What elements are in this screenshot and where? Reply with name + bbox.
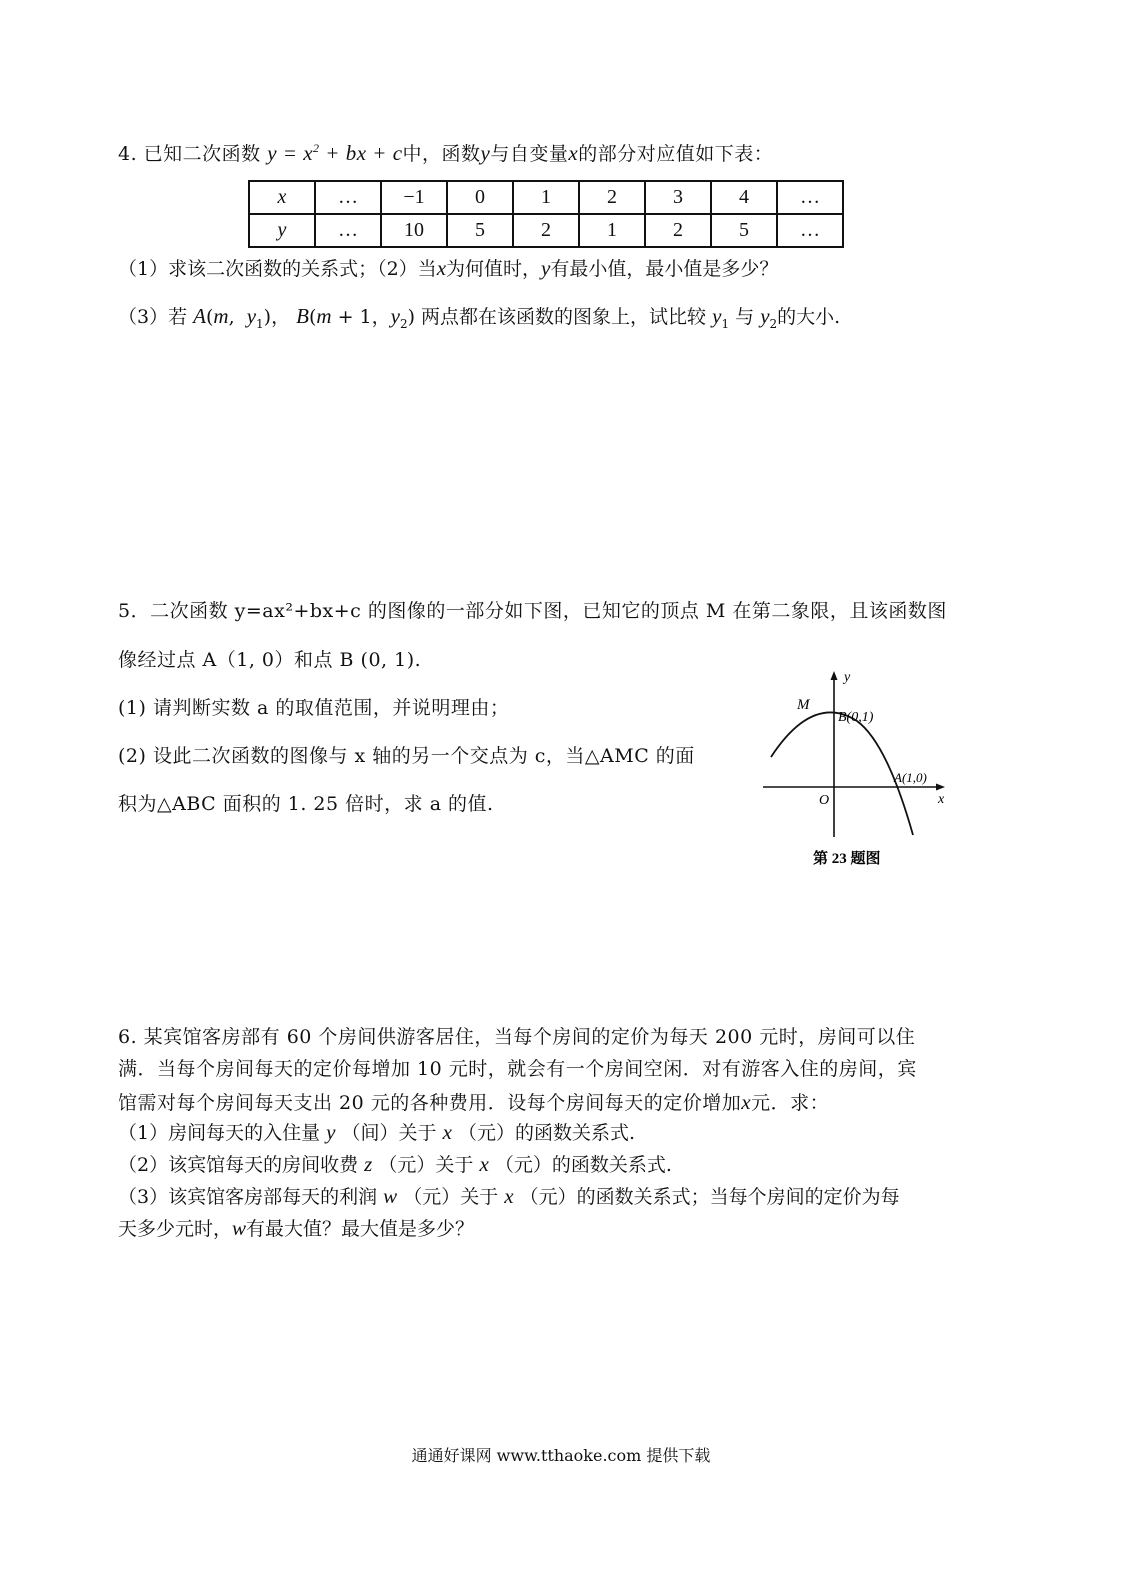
q6-p2-var-x: x bbox=[479, 1152, 489, 1176]
q6-part3-cont bbox=[118, 1218, 474, 1239]
table-cell: 5 bbox=[711, 214, 777, 247]
footer-source: 通通好课网 www.tthaoke.com 提供下载 bbox=[411, 1446, 711, 1465]
q4-intro-tail: 与自变量 bbox=[490, 143, 569, 165]
table-cell: 4 bbox=[711, 181, 777, 214]
q4-intro bbox=[118, 142, 773, 164]
table-cell: 5 bbox=[447, 214, 513, 247]
table-cell: … bbox=[777, 181, 843, 214]
q4-part3-end: 的大小. bbox=[777, 306, 841, 328]
table-cell: 2 bbox=[579, 181, 645, 214]
q4-y1: y bbox=[712, 304, 722, 328]
q4-var-y: y bbox=[480, 141, 491, 165]
q4-intro-end: 的部分对应值如下表： bbox=[578, 143, 774, 165]
q6-p3d: 天多少元时， bbox=[118, 1218, 233, 1240]
q4-part1-var-y: y bbox=[541, 256, 551, 280]
q6-p2-var-z: z bbox=[364, 1152, 373, 1176]
table-cell: 10 bbox=[381, 214, 447, 247]
q5-line1: 5．二次函数 y=ax²+bx+c 的图像的一部分如下图，已知它的顶点 M 在第二象限，且该函数图 bbox=[118, 600, 947, 622]
table-cell: 2 bbox=[513, 214, 579, 247]
q6-p3e: 有最大值？最大值是多少？ bbox=[246, 1218, 475, 1240]
q6-var-x: x bbox=[741, 1090, 752, 1114]
q6-p2c: （元）的函数关系式. bbox=[494, 1154, 672, 1176]
q4-part1b: 为何值时， bbox=[446, 258, 542, 280]
q5-parabola-figure bbox=[755, 665, 965, 875]
q4-part3-and: 与 bbox=[735, 306, 755, 328]
table-cell: 3 bbox=[645, 181, 711, 214]
q4-intro-post: 中，函数 bbox=[402, 143, 481, 165]
q4-var-x: x bbox=[568, 141, 579, 165]
q6-line2: 满．当每个房间每天的定价每增加 10 元时，就会有一个房间空闲．对有游客入住的房间，宾 bbox=[118, 1058, 917, 1080]
table-cell: x bbox=[249, 181, 315, 214]
table-row-y bbox=[249, 214, 843, 247]
q6-part3 bbox=[118, 1186, 900, 1207]
q5-line5: 积为△ABC 面积的 1. 25 倍时，求 a 的值. bbox=[118, 793, 494, 815]
label-m: M bbox=[797, 697, 810, 713]
q6-line3a: 馆需对每个房间每天支出 20 元的各种费用．设每个房间每天的定价增加 bbox=[118, 1092, 742, 1114]
q4-value-table bbox=[248, 180, 844, 248]
q4-part1-var-x: x bbox=[436, 256, 447, 280]
q4-point-a: A bbox=[193, 304, 206, 328]
table-cell: 0 bbox=[447, 181, 513, 214]
q5-line3: (1) 请判断实数 a 的取值范围，并说明理由； bbox=[118, 697, 510, 719]
q4-intro-pre: 4. 已知二次函数 bbox=[118, 143, 261, 165]
q6-p3a: （3）该宾馆客房部每天的利润 bbox=[118, 1186, 378, 1208]
q4-part1: （1）求该二次函数的关系式；（2）当 bbox=[118, 258, 437, 280]
x-axis-arrow bbox=[936, 784, 945, 791]
table-cell: −1 bbox=[381, 181, 447, 214]
q4-part-3: （3）若 A(m, $y_1$)， B(m + 1，$y_2$) 两点都在该函数的图象上，试比较 $y_1$ 与 $y_2$的大小. bbox=[118, 304, 841, 331]
label-y: y bbox=[844, 670, 851, 685]
q5-line2: 像经过点 A（1, 0）和点 B (0, 1). bbox=[118, 649, 422, 671]
q6-part1 bbox=[118, 1122, 635, 1143]
figure-caption: 第 23 题图 bbox=[813, 851, 881, 867]
q6-p1b: （间）关于 bbox=[341, 1122, 437, 1144]
q6-line1: 6. 某宾馆客房部有 60 个房间供游客居住，当每个房间的定价为每天 200 元时，房间可以住 bbox=[118, 1026, 916, 1048]
table-cell: … bbox=[315, 181, 381, 214]
label-x: x bbox=[938, 792, 945, 807]
q6-p1a: （1）房间每天的入住量 bbox=[118, 1122, 321, 1144]
y-axis-arrow bbox=[831, 671, 838, 680]
q6-p3c: （元）的函数关系式；当每个房间的定价为每 bbox=[519, 1186, 900, 1208]
q6-line3b: 元．求： bbox=[751, 1092, 830, 1114]
q6-p3-var-w: w bbox=[383, 1184, 398, 1208]
q6-p1c: （元）的函数关系式. bbox=[457, 1122, 635, 1144]
q4-part-1-2 bbox=[118, 258, 778, 279]
q6-p1-var-x: x bbox=[442, 1120, 452, 1144]
table-cell: 1 bbox=[513, 181, 579, 214]
q6-p3b: （元）关于 bbox=[403, 1186, 499, 1208]
q6-line3 bbox=[118, 1092, 829, 1113]
label-b: B(0,1) bbox=[838, 710, 874, 725]
table-cell: … bbox=[315, 214, 381, 247]
q6-p1-var-y: y bbox=[326, 1120, 336, 1144]
q6-p3-var-x: x bbox=[504, 1184, 514, 1208]
parabola-curve bbox=[771, 712, 913, 835]
table-cell: y bbox=[249, 214, 315, 247]
q4-point-b: B bbox=[296, 304, 309, 328]
q4-part3-mid: 两点都在该函数的图象上，试比较 bbox=[421, 306, 707, 328]
table-cell: … bbox=[777, 214, 843, 247]
q4-y2: y bbox=[760, 304, 770, 328]
q4-part1c: 有最小值，最小值是多少？ bbox=[550, 258, 779, 280]
q6-p3-var-w2: w bbox=[232, 1216, 247, 1240]
q5-line4: (2) 设此二次函数的图像与 x 轴的另一个交点为 c，当△AMC 的面 bbox=[118, 745, 695, 767]
table-cell: 1 bbox=[579, 214, 645, 247]
q6-p2b: （元）关于 bbox=[378, 1154, 474, 1176]
table-row-x bbox=[249, 181, 843, 214]
label-a: A(1,0) bbox=[894, 770, 927, 785]
q6-part2 bbox=[118, 1154, 672, 1175]
q6-p2a: （2）该宾馆每天的房间收费 bbox=[118, 1154, 359, 1176]
table-cell: 2 bbox=[645, 214, 711, 247]
q4-formula: $y = x^2$ + bx + c bbox=[267, 141, 403, 165]
q4-part3-pre: （3）若 bbox=[118, 306, 188, 328]
label-o: O bbox=[819, 793, 830, 808]
